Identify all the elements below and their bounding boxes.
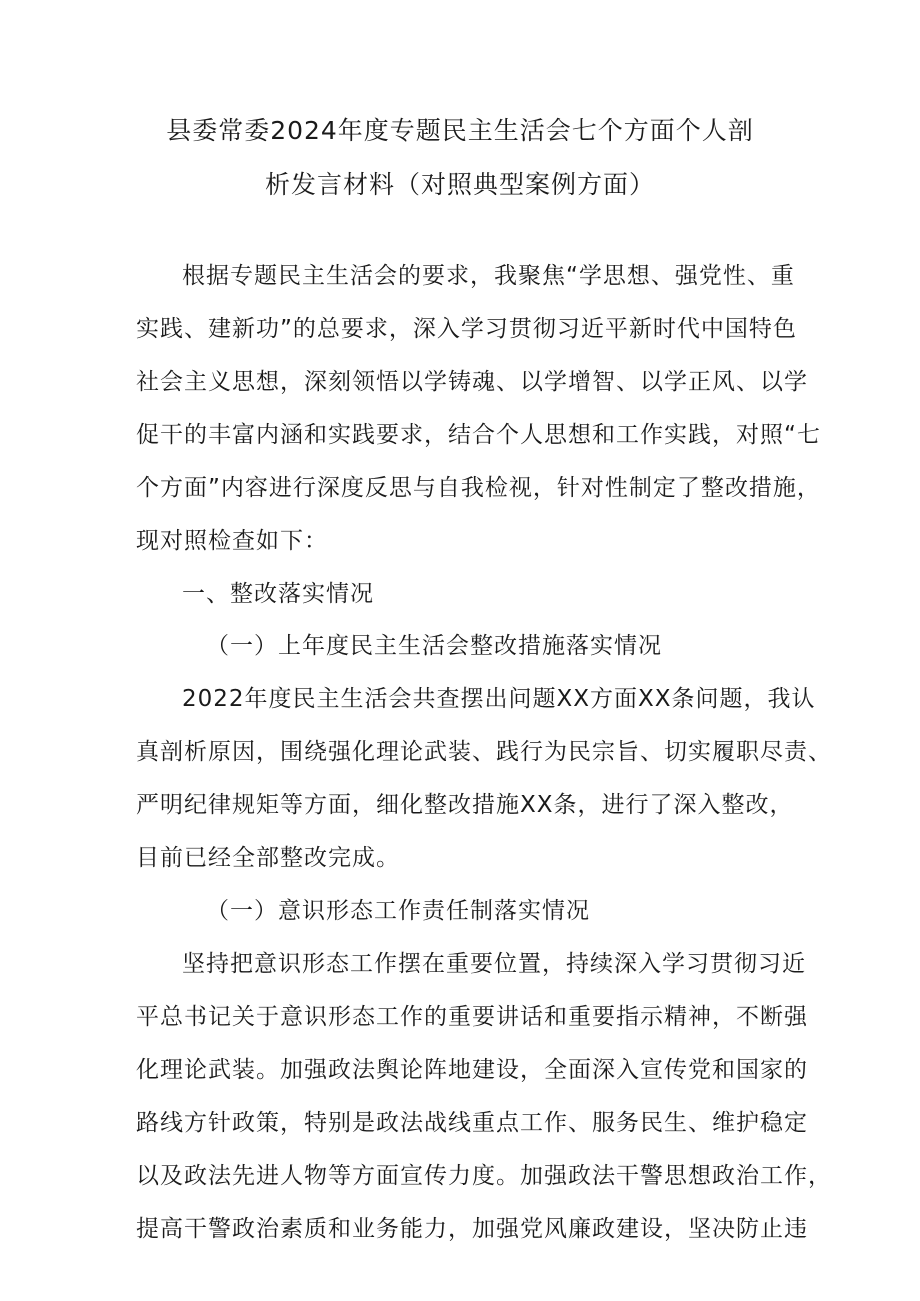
subsection-body-line: 真剖析原因，围绕强化理论武装、践行为民宗旨、切实履职尽责、 xyxy=(136,739,832,765)
subsection-body-line: 提高干警政治素质和业务能力，加强党风廉政建设，坚决防止违 xyxy=(136,1216,808,1242)
subsection-heading: （一）上年度民主生活会整改措施落实情况 xyxy=(206,633,662,659)
intro-line: 根据专题民主生活会的要求，我聚焦“学思想、强党性、重 xyxy=(182,263,795,289)
intro-line: 实践、建新功”的总要求，深入学习贯彻习近平新时代中国特色 xyxy=(136,316,797,342)
intro-line: 现对照检查如下： xyxy=(136,528,328,554)
intro-line: 个方面”内容进行深度反思与自我检视，针对性制定了整改措施， xyxy=(136,475,821,501)
subsection-body-line: 路线方针政策，特别是政法战线重点工作、服务民生、维护稳定 xyxy=(136,1110,808,1136)
section-heading: 一、整改落实情况 xyxy=(182,581,374,607)
subsection-body-line: 化理论武装。加强政法舆论阵地建设，全面深入宣传党和国家的 xyxy=(136,1057,808,1083)
subsection-body-line: 平总书记关于意识形态工作的重要讲话和重要指示精神，不断强 xyxy=(136,1004,808,1030)
subsection-body-line: 坚持把意识形态工作摆在重要位置，持续深入学习贯彻习近 xyxy=(182,951,806,977)
subsection-body-line: 2022年度民主生活会共查摆出问题XX方面XX条问题，我认 xyxy=(182,686,816,712)
subsection-body-line: 以及政法先进人物等方面宣传力度。加强政法干警思想政治工作， xyxy=(136,1163,832,1189)
intro-line: 社会主义思想，深刻领悟以学铸魂、以学增智、以学正风、以学 xyxy=(136,369,808,395)
subsection-body-line: 严明纪律规矩等方面，细化整改措施XX条，进行了深入整改， xyxy=(136,792,794,818)
document-title-line-1: 县委常委2024年度专题民主生活会七个方面个人剖 xyxy=(166,116,754,145)
document-title-line-2: 析发言材料（对照典型案例方面） xyxy=(264,170,655,199)
intro-line: 促干的丰富内涵和实践要求，结合个人思想和工作实践，对照“七 xyxy=(136,422,821,448)
subsection-body-line: 目前已经全部整改完成。 xyxy=(136,845,400,871)
subsection-heading: （一）意识形态工作责任制落实情况 xyxy=(206,898,590,924)
